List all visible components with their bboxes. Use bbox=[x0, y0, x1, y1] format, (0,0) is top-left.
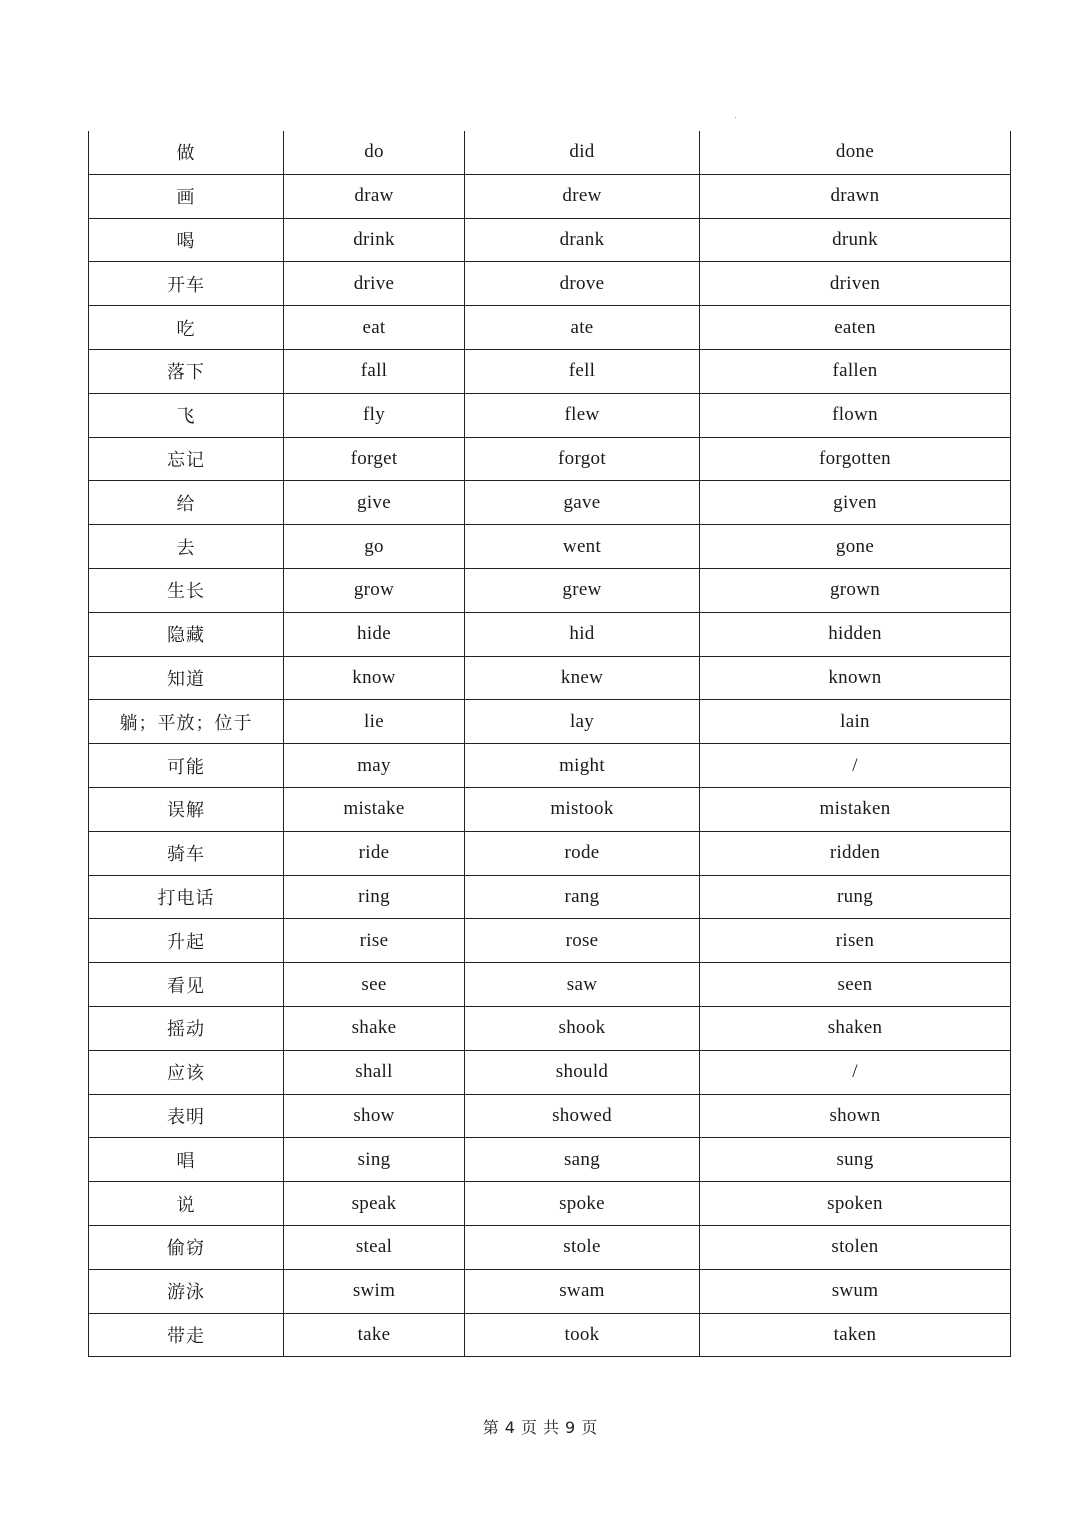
past-tense-cell: took bbox=[465, 1313, 700, 1357]
past-tense-cell: drew bbox=[465, 174, 700, 218]
table-row bbox=[89, 875, 1011, 919]
table-row bbox=[89, 1094, 1011, 1138]
table-row bbox=[89, 393, 1011, 437]
past-tense-cell: grew bbox=[465, 568, 700, 612]
table-row bbox=[89, 1006, 1011, 1050]
chinese-meaning-cell: 说 bbox=[89, 1182, 284, 1226]
past-participle-cell: hidden bbox=[700, 612, 1011, 656]
base-form-cell: fall bbox=[284, 349, 465, 393]
chinese-meaning-cell: 唱 bbox=[89, 1138, 284, 1182]
table-row bbox=[89, 218, 1011, 262]
past-participle-cell: driven bbox=[700, 262, 1011, 306]
past-participle-cell: mistaken bbox=[700, 787, 1011, 831]
chinese-meaning-cell: 给 bbox=[89, 481, 284, 525]
past-participle-cell: shown bbox=[700, 1094, 1011, 1138]
past-tense-cell: mistook bbox=[465, 787, 700, 831]
chinese-meaning-cell: 飞 bbox=[89, 393, 284, 437]
past-participle-cell: taken bbox=[700, 1313, 1011, 1357]
table-row bbox=[89, 525, 1011, 569]
chinese-meaning-cell: 隐藏 bbox=[89, 612, 284, 656]
base-form-cell: speak bbox=[284, 1182, 465, 1226]
past-participle-cell: stolen bbox=[700, 1225, 1011, 1269]
chinese-meaning-cell: 摇动 bbox=[89, 1006, 284, 1050]
table-row bbox=[89, 963, 1011, 1007]
chinese-meaning-cell: 开车 bbox=[89, 262, 284, 306]
table-row bbox=[89, 481, 1011, 525]
past-tense-cell: might bbox=[465, 744, 700, 788]
past-tense-cell: did bbox=[465, 131, 700, 174]
table-row bbox=[89, 1313, 1011, 1357]
footer-current-page: 4 bbox=[504, 1418, 515, 1437]
past-participle-cell: risen bbox=[700, 919, 1011, 963]
base-form-cell: ride bbox=[284, 831, 465, 875]
past-tense-cell: forgot bbox=[465, 437, 700, 481]
past-participle-cell: sung bbox=[700, 1138, 1011, 1182]
table-row bbox=[89, 656, 1011, 700]
table-row bbox=[89, 1225, 1011, 1269]
table-row bbox=[89, 700, 1011, 744]
past-participle-cell: known bbox=[700, 656, 1011, 700]
past-participle-cell: swum bbox=[700, 1269, 1011, 1313]
base-form-cell: fly bbox=[284, 393, 465, 437]
base-form-cell: forget bbox=[284, 437, 465, 481]
base-form-cell: lie bbox=[284, 700, 465, 744]
past-participle-cell: spoken bbox=[700, 1182, 1011, 1226]
base-form-cell: swim bbox=[284, 1269, 465, 1313]
past-participle-cell: / bbox=[700, 1050, 1011, 1094]
past-participle-cell: flown bbox=[700, 393, 1011, 437]
base-form-cell: shall bbox=[284, 1050, 465, 1094]
past-participle-cell: done bbox=[700, 131, 1011, 174]
past-tense-cell: drove bbox=[465, 262, 700, 306]
chinese-meaning-cell: 误解 bbox=[89, 787, 284, 831]
table-row bbox=[89, 831, 1011, 875]
footer-page-word: 页 bbox=[520, 1418, 537, 1437]
base-form-cell: rise bbox=[284, 919, 465, 963]
table-row bbox=[89, 787, 1011, 831]
past-participle-cell: grown bbox=[700, 568, 1011, 612]
past-participle-cell: drawn bbox=[700, 174, 1011, 218]
chinese-meaning-cell: 骑车 bbox=[89, 831, 284, 875]
past-participle-cell: rung bbox=[700, 875, 1011, 919]
chinese-meaning-cell: 画 bbox=[89, 174, 284, 218]
base-form-cell: hide bbox=[284, 612, 465, 656]
past-participle-cell: fallen bbox=[700, 349, 1011, 393]
base-form-cell: go bbox=[284, 525, 465, 569]
past-participle-cell: lain bbox=[700, 700, 1011, 744]
table-row bbox=[89, 306, 1011, 350]
past-participle-cell: drunk bbox=[700, 218, 1011, 262]
table-row bbox=[89, 437, 1011, 481]
base-form-cell: see bbox=[284, 963, 465, 1007]
chinese-meaning-cell: 知道 bbox=[89, 656, 284, 700]
chinese-meaning-cell: 喝 bbox=[89, 218, 284, 262]
base-form-cell: eat bbox=[284, 306, 465, 350]
past-tense-cell: spoke bbox=[465, 1182, 700, 1226]
past-participle-cell: forgotten bbox=[700, 437, 1011, 481]
chinese-meaning-cell: 看见 bbox=[89, 963, 284, 1007]
past-tense-cell: swam bbox=[465, 1269, 700, 1313]
chinese-meaning-cell: 打电话 bbox=[89, 875, 284, 919]
base-form-cell: sing bbox=[284, 1138, 465, 1182]
table-row bbox=[89, 349, 1011, 393]
chinese-meaning-cell: 可能 bbox=[89, 744, 284, 788]
chinese-meaning-cell: 偷窃 bbox=[89, 1225, 284, 1269]
past-participle-cell: / bbox=[700, 744, 1011, 788]
chinese-meaning-cell: 游泳 bbox=[89, 1269, 284, 1313]
chinese-meaning-cell: 躺；平放；位于 bbox=[89, 700, 284, 744]
past-participle-cell: seen bbox=[700, 963, 1011, 1007]
base-form-cell: shake bbox=[284, 1006, 465, 1050]
chinese-meaning-cell: 落下 bbox=[89, 349, 284, 393]
past-participle-cell: eaten bbox=[700, 306, 1011, 350]
footer-total-word: 共 bbox=[543, 1418, 560, 1437]
table-row bbox=[89, 131, 1011, 174]
base-form-cell: show bbox=[284, 1094, 465, 1138]
past-participle-cell: shaken bbox=[700, 1006, 1011, 1050]
table-row bbox=[89, 174, 1011, 218]
irregular-verb-table bbox=[88, 131, 1011, 1357]
footer-suffix: 页 bbox=[581, 1418, 598, 1437]
chinese-meaning-cell: 应该 bbox=[89, 1050, 284, 1094]
past-tense-cell: rose bbox=[465, 919, 700, 963]
past-tense-cell: ate bbox=[465, 306, 700, 350]
past-tense-cell: shook bbox=[465, 1006, 700, 1050]
base-form-cell: give bbox=[284, 481, 465, 525]
past-tense-cell: gave bbox=[465, 481, 700, 525]
table-row bbox=[89, 1182, 1011, 1226]
table-row bbox=[89, 568, 1011, 612]
base-form-cell: drink bbox=[284, 218, 465, 262]
page-footer bbox=[0, 1415, 1080, 1438]
past-tense-cell: went bbox=[465, 525, 700, 569]
past-tense-cell: stole bbox=[465, 1225, 700, 1269]
base-form-cell: grow bbox=[284, 568, 465, 612]
table-row bbox=[89, 612, 1011, 656]
past-tense-cell: sang bbox=[465, 1138, 700, 1182]
past-tense-cell: rang bbox=[465, 875, 700, 919]
past-participle-cell: ridden bbox=[700, 831, 1011, 875]
chinese-meaning-cell: 去 bbox=[89, 525, 284, 569]
base-form-cell: draw bbox=[284, 174, 465, 218]
base-form-cell: drive bbox=[284, 262, 465, 306]
past-tense-cell: showed bbox=[465, 1094, 700, 1138]
past-tense-cell: saw bbox=[465, 963, 700, 1007]
base-form-cell: ring bbox=[284, 875, 465, 919]
base-form-cell: do bbox=[284, 131, 465, 174]
past-participle-cell: given bbox=[700, 481, 1011, 525]
chinese-meaning-cell: 升起 bbox=[89, 919, 284, 963]
past-tense-cell: fell bbox=[465, 349, 700, 393]
base-form-cell: know bbox=[284, 656, 465, 700]
past-tense-cell: lay bbox=[465, 700, 700, 744]
table-row bbox=[89, 1050, 1011, 1094]
past-tense-cell: drank bbox=[465, 218, 700, 262]
footer-prefix: 第 bbox=[482, 1418, 499, 1437]
verb-table-body bbox=[89, 131, 1011, 1357]
table-row bbox=[89, 262, 1011, 306]
past-tense-cell: knew bbox=[465, 656, 700, 700]
table-row bbox=[89, 1269, 1011, 1313]
chinese-meaning-cell: 忘记 bbox=[89, 437, 284, 481]
chinese-meaning-cell: 带走 bbox=[89, 1313, 284, 1357]
chinese-meaning-cell: 生长 bbox=[89, 568, 284, 612]
base-form-cell: mistake bbox=[284, 787, 465, 831]
base-form-cell: steal bbox=[284, 1225, 465, 1269]
table-row bbox=[89, 1138, 1011, 1182]
footer-total-pages: 9 bbox=[565, 1418, 576, 1437]
past-tense-cell: hid bbox=[465, 612, 700, 656]
past-tense-cell: flew bbox=[465, 393, 700, 437]
table-row bbox=[89, 919, 1011, 963]
past-tense-cell: should bbox=[465, 1050, 700, 1094]
chinese-meaning-cell: 吃 bbox=[89, 306, 284, 350]
chinese-meaning-cell: 做 bbox=[89, 131, 284, 174]
past-participle-cell: gone bbox=[700, 525, 1011, 569]
scan-speck bbox=[735, 117, 736, 118]
past-tense-cell: rode bbox=[465, 831, 700, 875]
base-form-cell: take bbox=[284, 1313, 465, 1357]
base-form-cell: may bbox=[284, 744, 465, 788]
table-row bbox=[89, 744, 1011, 788]
chinese-meaning-cell: 表明 bbox=[89, 1094, 284, 1138]
